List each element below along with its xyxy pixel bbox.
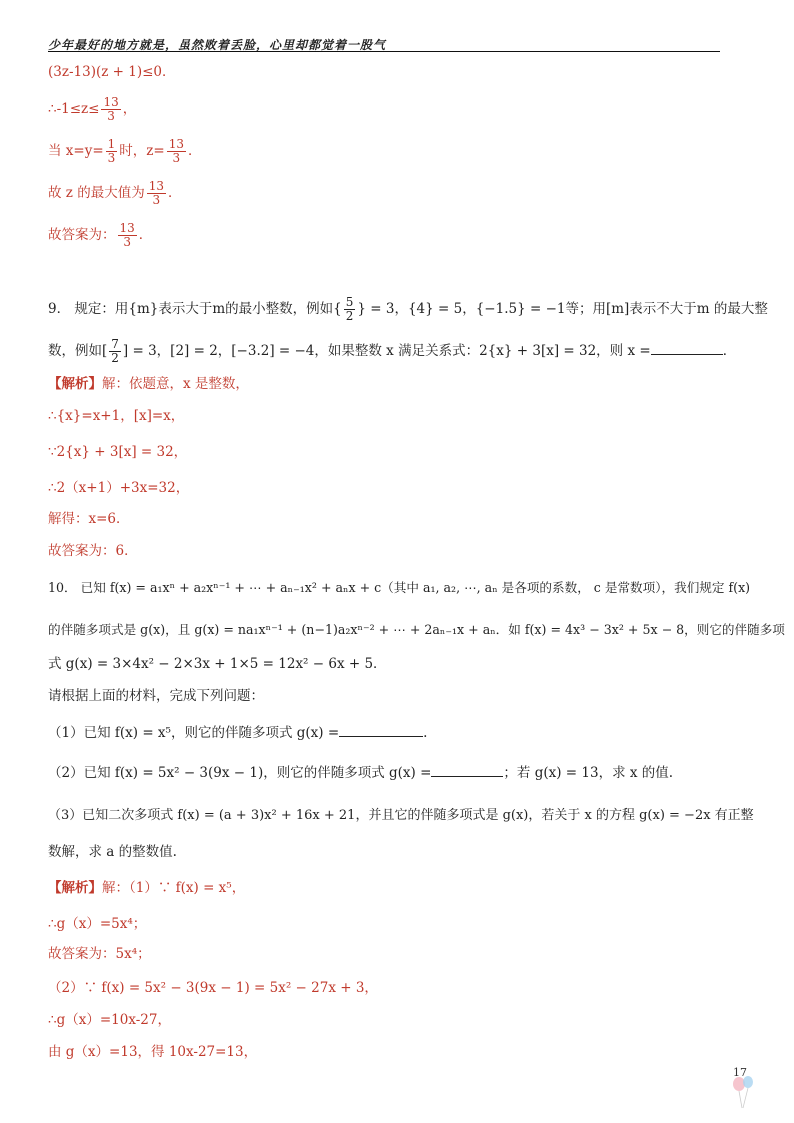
q10-stem-line3: 式 g(x) = 3×4x² − 2×3x + 1×5 = 12x² − 6x + 5． bbox=[48, 656, 387, 672]
q10-stem-line2: 的伴随多项式是 g(x)，且 g(x) = na₁xⁿ⁻¹ + (n−1)a₂xⁿ⁻² + ⋯ + 2aₙ₋₁x + aₙ．如 f(x) = 4x³ − 3x² + 5x − 8，则它的伴随多项 bbox=[48, 622, 785, 637]
answer-blank[interactable] bbox=[651, 342, 723, 355]
q9-sol-4: ∴2（x+1）+3x=32， bbox=[48, 480, 190, 496]
q10-stem-line4: 请根据上面的材料，完成下列问题： bbox=[48, 688, 264, 704]
q10-sol-5: ∴g（x）=10x-27， bbox=[48, 1012, 171, 1028]
q10-sol1-text: 解：（1）∵ f(x) = x⁵， bbox=[102, 880, 246, 896]
q9-l2-a: 数，例如[ bbox=[48, 343, 108, 359]
frac-num: 7 bbox=[111, 337, 119, 351]
q9-sol-2: ∴{x}=x+1，[x]=x， bbox=[48, 408, 185, 424]
frac-num: 13 bbox=[148, 179, 164, 193]
fraction bbox=[106, 138, 118, 165]
b8-line5-suffix: ． bbox=[138, 227, 153, 243]
q9-sol-5: 解得：x=6． bbox=[48, 511, 130, 527]
b8-line3-mid: 时，z= bbox=[119, 143, 165, 159]
b8-line1: (3z-13)(z + 1)≤0． bbox=[48, 64, 176, 80]
frac-num: 13 bbox=[103, 95, 119, 109]
b8-line4-prefix: 故 z 的最大值为 bbox=[48, 185, 145, 201]
q9-l2-b: ] = 3，[2] = 2，[−3.2] = −4，如果整数 x 满足关系式：2{x} + 3[x] = 32，则 x = bbox=[122, 343, 651, 359]
fraction bbox=[109, 338, 121, 365]
b8-line3 bbox=[48, 138, 202, 165]
frac-num: 1 bbox=[107, 137, 116, 151]
q9-l1-a: 9． 规定：用{m}表示大于m的最小整数，例如{ bbox=[48, 301, 342, 317]
answer-blank[interactable] bbox=[339, 724, 423, 737]
page-number: 17 bbox=[733, 1066, 747, 1079]
header-motto: 少年最好的地方就是，虽然败着丢脸，心里却都觉着一股气 bbox=[48, 38, 387, 52]
frac-num: 5 bbox=[345, 295, 354, 309]
frac-num: 13 bbox=[119, 221, 135, 235]
fraction bbox=[344, 296, 356, 323]
q9-stem-line2 bbox=[48, 338, 736, 365]
fraction bbox=[101, 96, 120, 123]
q10-p1-end: . bbox=[423, 725, 428, 741]
b8-line3-prefix: 当 x=y= bbox=[48, 143, 104, 159]
q10-p2-a: （2）已知 f(x) = 5x² − 3(9x − 1)，则它的伴随多项式 g(x) = bbox=[48, 765, 432, 781]
solution-label: 【解析】 bbox=[48, 880, 102, 896]
q10-sol-4: （2）∵ f(x) = 5x² − 3(9x − 1) = 5x² − 27x + 3， bbox=[48, 980, 378, 996]
q10-part2 bbox=[48, 764, 673, 781]
b8-line5 bbox=[48, 222, 152, 249]
q10-sol-2: ∴g（x）=5x⁴； bbox=[48, 916, 147, 932]
q10-sol-3: 故答案为：5x⁴； bbox=[48, 946, 151, 962]
q10-sol-1 bbox=[48, 880, 245, 896]
frac-num: 13 bbox=[168, 137, 185, 151]
q10-part3-line2: 数解，求 a 的整数值. bbox=[48, 844, 177, 860]
frac-den: 3 bbox=[107, 109, 115, 123]
frac-den: 3 bbox=[123, 235, 131, 249]
b8-line2-suffix: ， bbox=[122, 101, 137, 117]
frac-den: 2 bbox=[345, 309, 354, 323]
frac-den: 2 bbox=[111, 351, 119, 365]
b8-line3-suffix: ． bbox=[188, 143, 202, 159]
q9-l1-b: } = 3，{4} = 5，{−1.5} = −1等；用[m]表示不大于m 的最大整 bbox=[357, 301, 768, 317]
q10-sol-6: 由 g（x）=13，得 10x-27=13， bbox=[48, 1044, 258, 1060]
q10-p2-b: ；若 g(x) = 13，求 x 的值. bbox=[503, 765, 674, 781]
b8-line2 bbox=[48, 96, 136, 123]
fraction bbox=[167, 138, 186, 165]
b8-line5-prefix: 故答案为： bbox=[48, 227, 116, 243]
header-rule bbox=[48, 51, 720, 52]
q10-stem-line1: 10． 已知 f(x) = a₁xⁿ + a₂xⁿ⁻¹ + ⋯ + aₙ₋₁x² + aₙx + c（其中 a₁, a₂, ⋯, aₙ 是各项的系数， c 是常数项），我们规定 f(x) bbox=[48, 580, 751, 595]
b8-line4-suffix: ． bbox=[167, 185, 182, 201]
fraction bbox=[147, 180, 166, 207]
b8-line2-prefix: ∴-1≤z≤ bbox=[48, 101, 100, 117]
q9-sol1-text: 解：依题意，x 是整数， bbox=[102, 376, 249, 392]
fraction bbox=[118, 222, 137, 249]
q9-stem-line1 bbox=[48, 296, 768, 323]
answer-blank[interactable] bbox=[431, 764, 503, 777]
frac-den: 3 bbox=[172, 151, 181, 165]
frac-den: 3 bbox=[107, 151, 116, 165]
q9-sol-6: 故答案为：6． bbox=[48, 543, 138, 559]
solution-label: 【解析】 bbox=[48, 376, 102, 392]
q9-l2-end: ． bbox=[722, 343, 737, 359]
frac-den: 3 bbox=[152, 193, 161, 207]
q9-sol-1 bbox=[48, 376, 249, 392]
q10-part1 bbox=[48, 724, 427, 741]
b8-line4 bbox=[48, 180, 181, 207]
q10-part3-line1: （3）已知二次多项式 f(x) = (a + 3)x² + 16x + 21，并且它的伴随多项式是 g(x)，若关于 x 的方程 g(x) = −2x 有正整 bbox=[48, 808, 754, 823]
q10-p1-a: （1）已知 f(x) = x⁵，则它的伴随多项式 g(x) = bbox=[48, 725, 340, 741]
q9-sol-3: ∵2{x} + 3[x] = 32， bbox=[48, 444, 188, 460]
